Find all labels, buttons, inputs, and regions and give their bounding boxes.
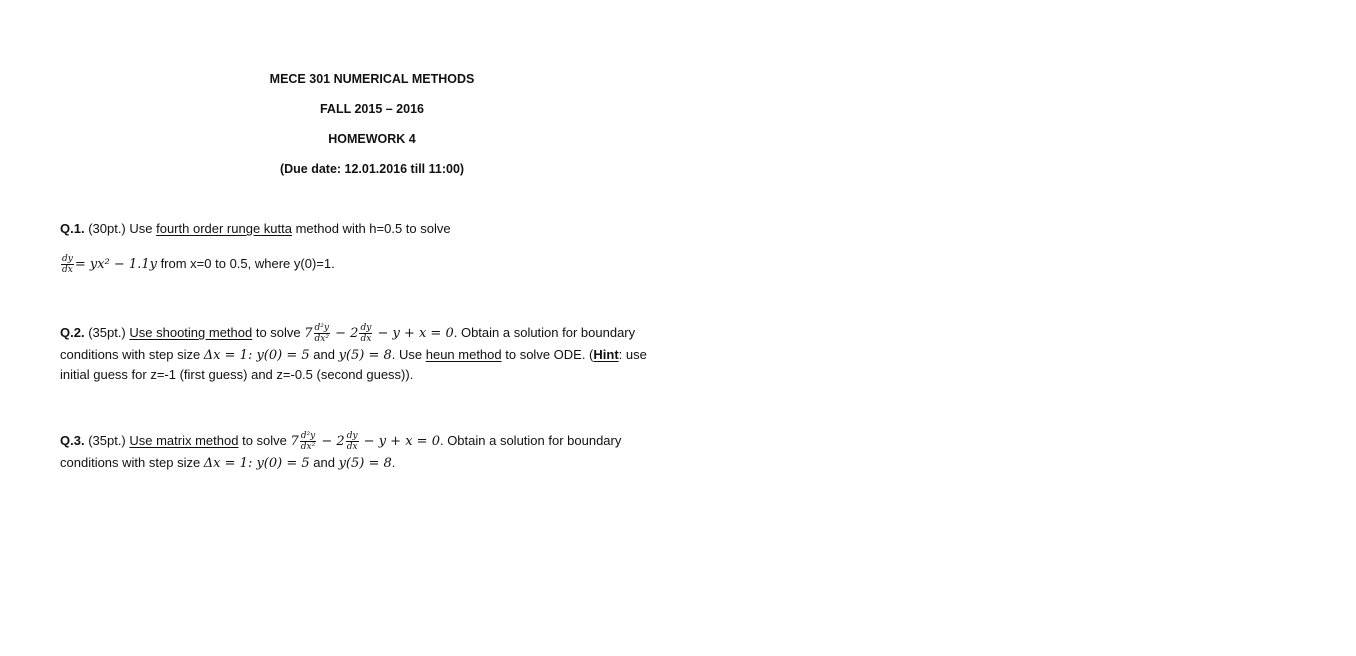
q3-line1 bbox=[60, 431, 621, 452]
q3-dy: dy bbox=[346, 431, 358, 441]
q2-points: (35pt.) bbox=[84, 324, 130, 340]
q2-heun: heun method bbox=[425, 347, 502, 362]
q2-method: Use shooting method bbox=[129, 324, 253, 340]
q3-points: (35pt.) bbox=[84, 432, 130, 448]
q2-and: and bbox=[309, 347, 339, 362]
q3-and: and bbox=[309, 455, 339, 470]
q3-end: . bbox=[391, 455, 396, 470]
q3-bc2: y(5) = 8 bbox=[338, 456, 392, 471]
q2-hint: Hint bbox=[593, 347, 619, 362]
q2-dx2: dx² bbox=[314, 334, 329, 344]
q2-line2-text: conditions with step size bbox=[60, 347, 204, 362]
q3-method: Use matrix method bbox=[129, 432, 239, 448]
q2-d2y: d²y bbox=[314, 323, 330, 333]
q3-dx: dx bbox=[346, 442, 358, 452]
q2-line1 bbox=[60, 323, 635, 344]
q3-d2y: d²y bbox=[300, 431, 316, 441]
q3-line2-text: conditions with step size bbox=[60, 455, 204, 470]
q2-eq-tail: − y + x = 0 bbox=[373, 325, 454, 341]
q2-step: Δx = 1: y(0) = 5 bbox=[203, 348, 310, 363]
q1-dx: dx bbox=[62, 265, 73, 275]
q3-step: Δx = 1: y(0) = 5 bbox=[203, 456, 310, 471]
q2-line2 bbox=[60, 347, 647, 364]
q2-coef7: 7 bbox=[304, 325, 313, 341]
q3-label: Q.3. bbox=[60, 432, 85, 448]
q3-d2ydx2-fraction bbox=[300, 431, 316, 452]
q3-coef7: 7 bbox=[290, 433, 299, 449]
q2-minus2: − 2 bbox=[331, 325, 359, 341]
term: FALL 2015 – 2016 bbox=[319, 102, 424, 116]
q1-dydx-fraction bbox=[61, 254, 74, 275]
q2-d2ydx2-fraction bbox=[314, 323, 330, 344]
q1-equation: = yx² − 1.1y bbox=[74, 256, 157, 272]
q2-dydx-fraction bbox=[359, 323, 372, 344]
q1-line1 bbox=[60, 221, 451, 237]
q3-eq-tail: − y + x = 0 bbox=[359, 433, 440, 449]
q2-hint-text: : use bbox=[618, 347, 647, 362]
q2-to-solve: to solve ODE. ( bbox=[501, 347, 594, 362]
q1-line2 bbox=[60, 254, 335, 275]
q1-points: (30pt.) Use bbox=[84, 221, 157, 236]
q1-range: from x=0 to 0.5, where y(0)=1. bbox=[156, 255, 335, 271]
q2-obtain: . Obtain a solution for boundary bbox=[453, 324, 636, 340]
q3-line2 bbox=[60, 455, 395, 472]
q2-text: to solve bbox=[252, 324, 305, 340]
due-date: (Due date: 12.01.2016 till 11:00) bbox=[279, 162, 465, 176]
q2-bc2: y(5) = 8 bbox=[338, 348, 392, 363]
q2-line3: initial guess for z=-1 (first guess) and z=-0.5 (second guess)). bbox=[60, 367, 414, 382]
q1-label: Q.1. bbox=[60, 221, 85, 236]
q2-dy: dy bbox=[360, 323, 372, 333]
q1-method: fourth order runge kutta bbox=[156, 221, 292, 236]
homework-title: HOMEWORK 4 bbox=[328, 132, 416, 146]
q2-use: . Use bbox=[391, 347, 426, 362]
q1-dy: dy bbox=[62, 254, 73, 264]
q3-obtain: . Obtain a solution for boundary bbox=[439, 432, 622, 448]
course-title: MECE 301 NUMERICAL METHODS bbox=[269, 72, 475, 86]
q2-label: Q.2. bbox=[60, 324, 85, 340]
q3-dydx-fraction bbox=[346, 431, 359, 452]
q2-dx: dx bbox=[360, 334, 372, 344]
q3-dx2: dx² bbox=[300, 442, 316, 452]
q1-text: method with h=0.5 to solve bbox=[291, 221, 451, 236]
q3-text: to solve bbox=[238, 432, 291, 448]
q3-minus2: − 2 bbox=[317, 433, 345, 449]
